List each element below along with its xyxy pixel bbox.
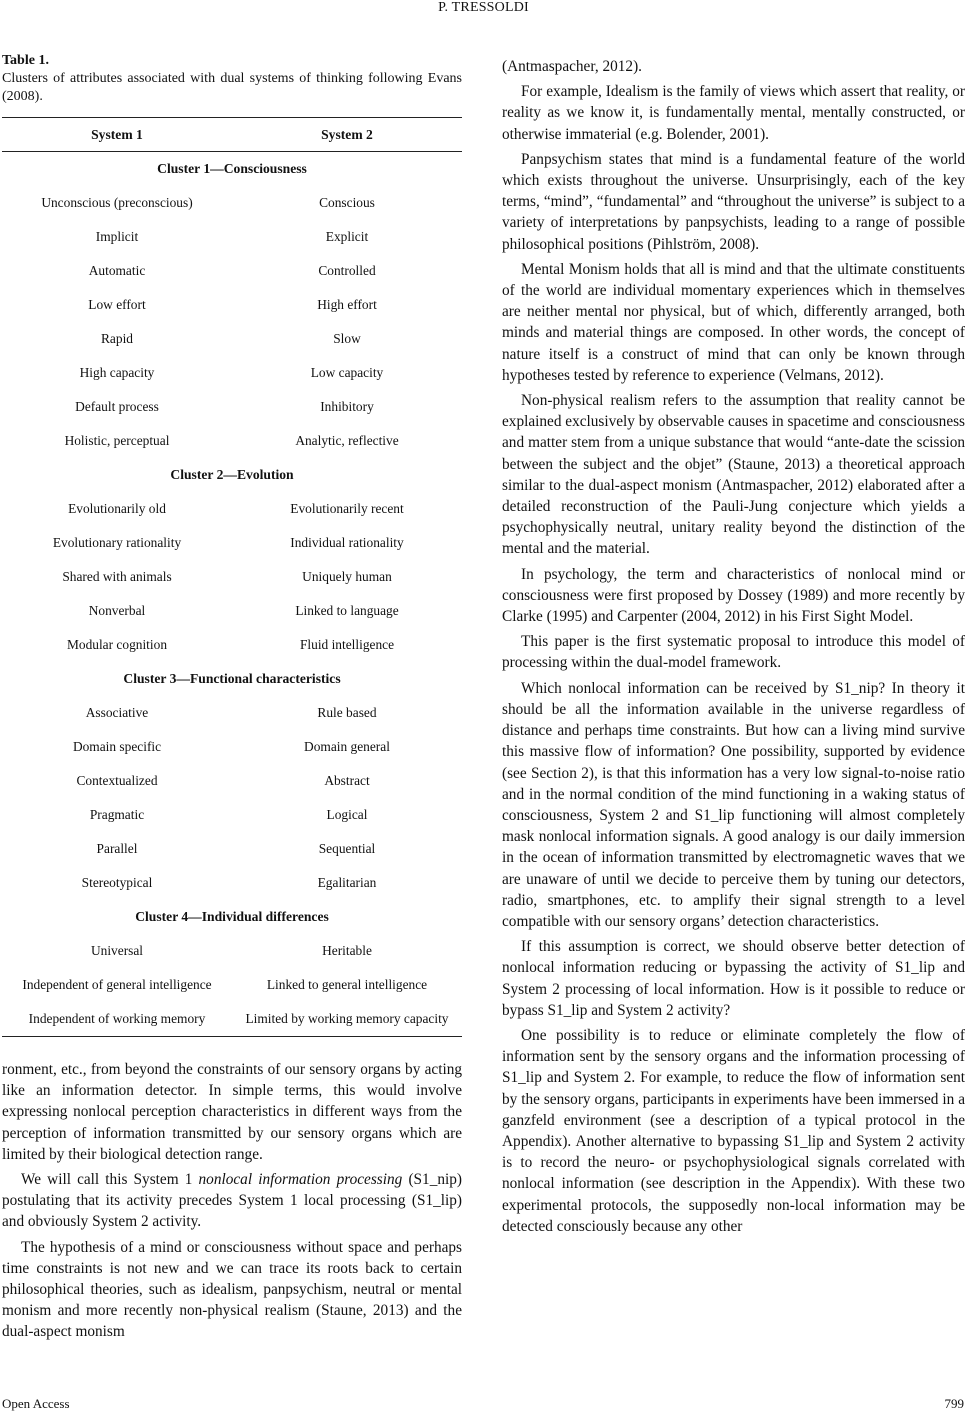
- paragraph: Panpsychism states that mind is a fundamental feature of the world which exists throughout the universe. Unsurprisingly, each of the key terms, “mind”, “fundamental” and “throughout the universe” is subject to a variety of interpretations by panpsychists, leading to a range of possible philosophical positions (Pihlström, 2008).: [502, 150, 965, 253]
- paragraph: [2, 1169, 462, 1233]
- system2-cell: Low capacity: [310, 365, 384, 380]
- system2-cell: Limited by working memory capacity: [245, 1011, 449, 1026]
- table-row: [2, 764, 462, 798]
- table-row: [2, 390, 462, 424]
- system1-cell: Nonverbal: [88, 603, 146, 618]
- system1-cell: Parallel: [96, 841, 138, 856]
- table-row: [2, 254, 462, 288]
- system1-cell: Associative: [85, 705, 149, 720]
- table-row: [2, 934, 462, 968]
- system2-cell: Slow: [333, 331, 361, 346]
- system2-cell: Controlled: [318, 263, 376, 278]
- system1-cell: Implicit: [95, 229, 139, 244]
- table-block: [2, 52, 462, 1037]
- system2-cell: Individual rationality: [290, 535, 404, 550]
- table-header-system1: System 1: [91, 126, 143, 142]
- paragraph-text: (S1_nip) postulating that its activity precedes System 1 local processing (S1_lip) and obviously System 2 activity.: [2, 1171, 462, 1231]
- cluster-heading: Cluster 1—Consciousness: [157, 161, 307, 176]
- system1-cell: Contextualized: [76, 773, 158, 788]
- system1-cell: High capacity: [79, 365, 155, 380]
- table-row: [2, 628, 462, 662]
- table-row: [2, 288, 462, 322]
- table-row: [2, 696, 462, 730]
- table-row: [2, 832, 462, 866]
- system1-cell: Unconscious (preconscious): [41, 195, 193, 210]
- table-row: [2, 798, 462, 832]
- system2-cell: Egalitarian: [317, 875, 377, 890]
- right-column-text: [502, 56, 965, 1237]
- table-body: [2, 152, 462, 1036]
- table-header-row: [2, 118, 462, 151]
- paragraph: (Antmaspacher, 2012).: [502, 58, 642, 75]
- table-row: [2, 730, 462, 764]
- system1-cell: Shared with animals: [62, 569, 172, 584]
- system2-cell: Linked to general intelligence: [266, 977, 428, 992]
- paragraph: Non-physical realism refers to the assumption that reality cannot be explained exclusively by observable causes in spacetime and consciousness and matter stem from a unique substance that would “ante-date the scission between the subject and the objet” (Staune, 2013) a theoretical approach similar to the dual-aspect monism (Antmaspacher, 2012) elaborated after a detailed reconstruction of the Pauli-Jung conjecture which yields a psychophysically neutral, unitary reality beyond the distinction of the mental and the material.: [502, 392, 966, 558]
- paragraph: The hypothesis of a mind or consciousness without space and perhaps time constraints is not new and we can trace its roots back to certain philosophical theories, such as idealism, panpsychism, neutral or mental monism and more recently non-physical realism (Staune, 2013) and the dual-aspect monism: [2, 1238, 462, 1341]
- system1-cell: Evolutionary rationality: [52, 535, 182, 550]
- system2-cell: Linked to language: [295, 603, 399, 618]
- system1-cell: Independent of working memory: [28, 1011, 206, 1026]
- table-caption: Clusters of attributes associated with dual systems of thinking following Evans (2008).: [2, 71, 462, 104]
- table-row: [2, 594, 462, 628]
- system1-cell: Rapid: [101, 331, 133, 346]
- system2-cell: Analytic, reflective: [295, 433, 399, 448]
- system2-cell: Domain general: [304, 739, 390, 754]
- system2-cell: Inhibitory: [320, 399, 374, 414]
- paragraph: Mental Monism holds that all is mind and that the ultimate constituents of the world are individual momentary experiences which in themselves are neither mental nor physical, but of which, differently arranged, both minds and material things are composed. In other words, the concept of nature itself is a construct of mind that can only be known through hypotheses tested by reference to experience (Velmans, 2012).: [502, 260, 965, 384]
- system2-cell: Sequential: [318, 841, 376, 856]
- table-label: Table 1.: [2, 53, 49, 68]
- system1-cell: Automatic: [88, 263, 146, 278]
- system2-cell: Rule based: [317, 705, 377, 720]
- system2-cell: Conscious: [319, 195, 375, 210]
- emphasized-term: nonlocal information processing: [198, 1171, 403, 1189]
- system2-cell: Heritable: [322, 943, 372, 958]
- system2-cell: Abstract: [324, 773, 370, 788]
- cluster-heading: Cluster 2—Evolution: [170, 467, 294, 482]
- table-row: [2, 492, 462, 526]
- paragraph: One possibility is to reduce or eliminate completely the flow of information sent by the sensory organs and the information processing of S1_lip and System 2. For example, to reduce the flow of information sent by the sensory organs, participants in experiments have been immersed in a ganzfeld environment (see a description of a typical protocol in the Appendix). Another alternative to bypassing S1_lip and System 2 activity is to record the neuro- or psychophysiological signals correlated with nonlocal information (see description in the Appendix). With these two experimental protocols, the supposedly non-local information may be detected consciously because any other: [502, 1026, 965, 1235]
- paragraph: If this assumption is correct, we should observe better detection of nonlocal information reducing or bypassing the activity of S1_lip and System 2 processing of local information. How is it possible to reduce or bypass S1_lip and System 2 activity?: [502, 938, 965, 1019]
- cluster-heading: Cluster 4—Individual differences: [135, 909, 329, 924]
- running-head: P. TRESSOLDI: [438, 0, 529, 15]
- footer-open-access: Open Access: [2, 1396, 70, 1411]
- paragraph: ronment, etc., from beyond the constraints of our sensory organs by acting like an information detector. In simple terms, this would involve expressing nonlocal perception characteristics in different ways from the perception of information transmitted by our sensory organs which are limited by their biological detection range.: [2, 1061, 462, 1163]
- system1-cell: Domain specific: [72, 739, 162, 754]
- paragraph: Which nonlocal information can be received by S1_nip? In theory it should be all the information available in the universe regardless of distance and perhaps time constraints. But how can a living mind survive this massive flow of information? One possibility, supported by evidence (see Section 2), is that this information has a very low signal-to-noise ratio and in the normal condition of the mind functioning in a waking status of consciousness, System 2 and S1_lip functioning will almost completely mask nonlocal information signals. A good analogy is our daily immersion in the ocean of information transmitted by electromagnetic waves that we are unaware of until we decide to perceive them by tuning our detectors, radio, smartphones, etc. to amplify their signal strength to a level compatible with our sensory organs’ detection characteristics.: [502, 679, 965, 930]
- paragraph: In psychology, the term and characteristics of nonlocal mind or consciousness were first proposed by Dossey (1989) and more recently by Clarke (1995) and Carpenter (2004, 2012) in his First Sight Model.: [502, 565, 965, 626]
- system1-cell: Low effort: [88, 297, 146, 312]
- system1-cell: Universal: [90, 943, 144, 958]
- system2-cell: Uniquely human: [302, 569, 392, 584]
- page-number: 799: [944, 1396, 964, 1411]
- table-bottom-rule: [2, 1036, 462, 1037]
- system1-cell: Holistic, perceptual: [64, 433, 170, 448]
- table-row: [2, 560, 462, 594]
- system2-cell: High effort: [317, 297, 377, 312]
- attributes-table: [2, 117, 462, 1037]
- table-row: [2, 356, 462, 390]
- left-column-text: [2, 1059, 462, 1343]
- system2-cell: Logical: [326, 807, 368, 822]
- system1-cell: Stereotypical: [81, 875, 153, 890]
- system2-cell: Fluid intelligence: [299, 637, 395, 652]
- cluster-heading: Cluster 3—Functional characteristics: [123, 671, 341, 686]
- paragraph-text: We will call this System 1: [21, 1171, 199, 1189]
- table-row: [2, 968, 462, 1002]
- system1-cell: Evolutionarily old: [68, 501, 166, 516]
- table-row: [2, 1002, 462, 1036]
- system2-cell: Evolutionarily recent: [290, 501, 404, 516]
- system1-cell: Independent of general intelligence: [22, 977, 212, 992]
- table-row: [2, 220, 462, 254]
- table-row: [2, 186, 462, 220]
- table-row: [2, 322, 462, 356]
- table-row: [2, 526, 462, 560]
- paragraph: This paper is the first systematic proposal to introduce this model of processing within the dual-model framework.: [502, 633, 965, 672]
- table-header-system2: System 2: [321, 126, 373, 142]
- system1-cell: Pragmatic: [89, 807, 145, 822]
- system2-cell: Explicit: [325, 229, 369, 244]
- table-row: [2, 424, 462, 458]
- paragraph: For example, Idealism is the family of views which assert that reality, or reality as we know it, is fundamentally mental, mentally constructed, or otherwise immaterial (e.g. Bolender, 2001).: [502, 83, 965, 143]
- system1-cell: Default process: [75, 399, 159, 414]
- system1-cell: Modular cognition: [66, 637, 168, 652]
- table-row: [2, 866, 462, 900]
